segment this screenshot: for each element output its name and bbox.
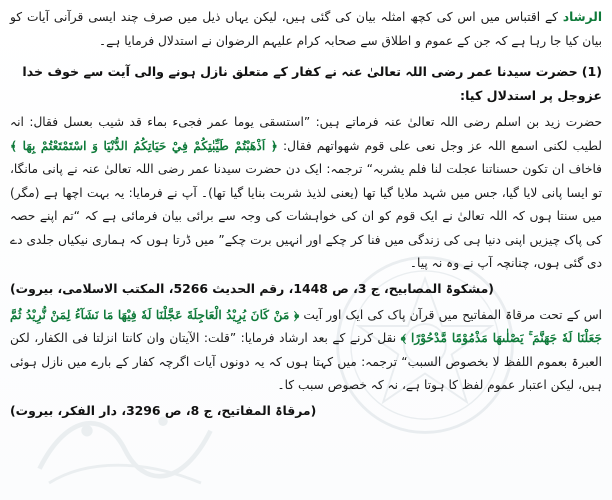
hadith-paragraph: [10, 111, 602, 276]
lead-word: الرشاد: [562, 10, 602, 24]
heading-text: حضرت سیدنا عمر رضی اللہ تعالیٰ عنہ نے کفار کے متعلق نازل ہونے والی آیت سے خوف خدا عزوجل پر استدلال کیا:: [22, 64, 602, 103]
quran-verse-2: ﴿ مَنْ كَانَ يُرِيْدُ الْعَاجِلَةَ عَجَّلْنَا لَهٗ فِيْهَا مَا نَشَآءُ لِمَنْ نُّرِيْدُ ثُمَّ جَعَلْنَا لَهٗ جَهَنَّمَ ۚ يَصْلٰىهَا مَذْمُوْمًا مَّدْحُوْرًا ﴾: [10, 307, 602, 345]
intro-text: کے اقتباس میں اس کی کچھ امثلہ بیان کی گئی ہیں، لیکن یہاں ذیل میں صرف چند ایسی قرآنی آیات کو بیان کیا جا رہا ہے کہ جن کے عموم و اطلاق سے صحابہ کرام علیہم الرضوان نے استدلال فرمایا ہے۔: [10, 10, 602, 48]
reference-citation-1: (مشکوۃ المصابیح، ج 3، ص 1448، رقم الحدیث 5266، المکتب الاسلامی، بیروت): [10, 280, 494, 296]
reference-citation-2: (مرقاۃ المفاتیح، ج 8، ص 3296، دار الفکر، بیروت): [10, 402, 317, 418]
heading-number: (1): [581, 64, 602, 79]
intro-paragraph: [10, 6, 602, 53]
section-heading-1: [10, 60, 602, 109]
spacer: [10, 53, 602, 57]
commentary-text: نقل کرنے کے بعد ارشاد فرمایا: ”قلت: الآیتان وان کانتا انزلتا فی الکفار، لکن العبرۃ بعموم اللفظ لا بخصوص السبب“ ترجمہ: میں کہتا ہوں کہ یہ دونوں آیات اگرچہ کفار کے بارے میں نازل ہوئی ہیں، لیکن اعتبار عموم لفظ کا ہوتا ہے، نہ کہ خصوص سبب کا۔: [10, 331, 602, 392]
hadith-translation: فاخاف ان تکون حسناتنا عجلت لنا فلم یشربہ“ ترجمہ: ایک دن حضرت سیدنا عمر رضی اللہ تعالیٰ عنہ نے پانی مانگا، تو ایسا پانی لایا گیا، جس میں شہد ملایا گیا تھا (یعنی لذیذ شربت بنایا گیا تھا)۔ آپ نے فرمایا: یہ بہت اچھا ہے (مگر) میں سنتا ہوں کہ اللہ تعالیٰ نے ایک قوم کو ان کی خواہشات کی وجہ سے برائی بیان فرمائی ہے کہ “تم اپنے حصہ کی پاک چیزیں اپنی دنیا ہی کی زندگی میں فنا کر چکے اور انہیں برت چکے” میں ڈرتا ہوں کہ ہماری نیکیاں جلدی دے دی گئی ہوں، چنانچہ آپ نے وہ نہ پیا۔: [10, 162, 602, 270]
hadith-intro: حضرت زید بن اسلم رضی اللہ تعالیٰ عنہ فرماتے ہیں: ”استسقی یوما عمر فجیء بماء قد شیب بعسل فقال: انہ لطیب لکنی اسمع اللہ عز وجل نعی علی قوم شھواتھم فقال:: [10, 115, 602, 153]
quran-verse-1: ﴿ اَذْهَبْتُمْ طَيِّبٰتِكُمْ فِيْ حَيَاتِكُمُ الدُّنْيَا وَ اسْتَمْتَعْتُمْ بِهَا ﴾: [10, 138, 278, 153]
commentary-intro: اس کے تحت مرقاۃ المفاتیح میں قرآن پاک کی ایک اور آیت: [299, 307, 602, 322]
commentary-paragraph: [10, 304, 602, 398]
